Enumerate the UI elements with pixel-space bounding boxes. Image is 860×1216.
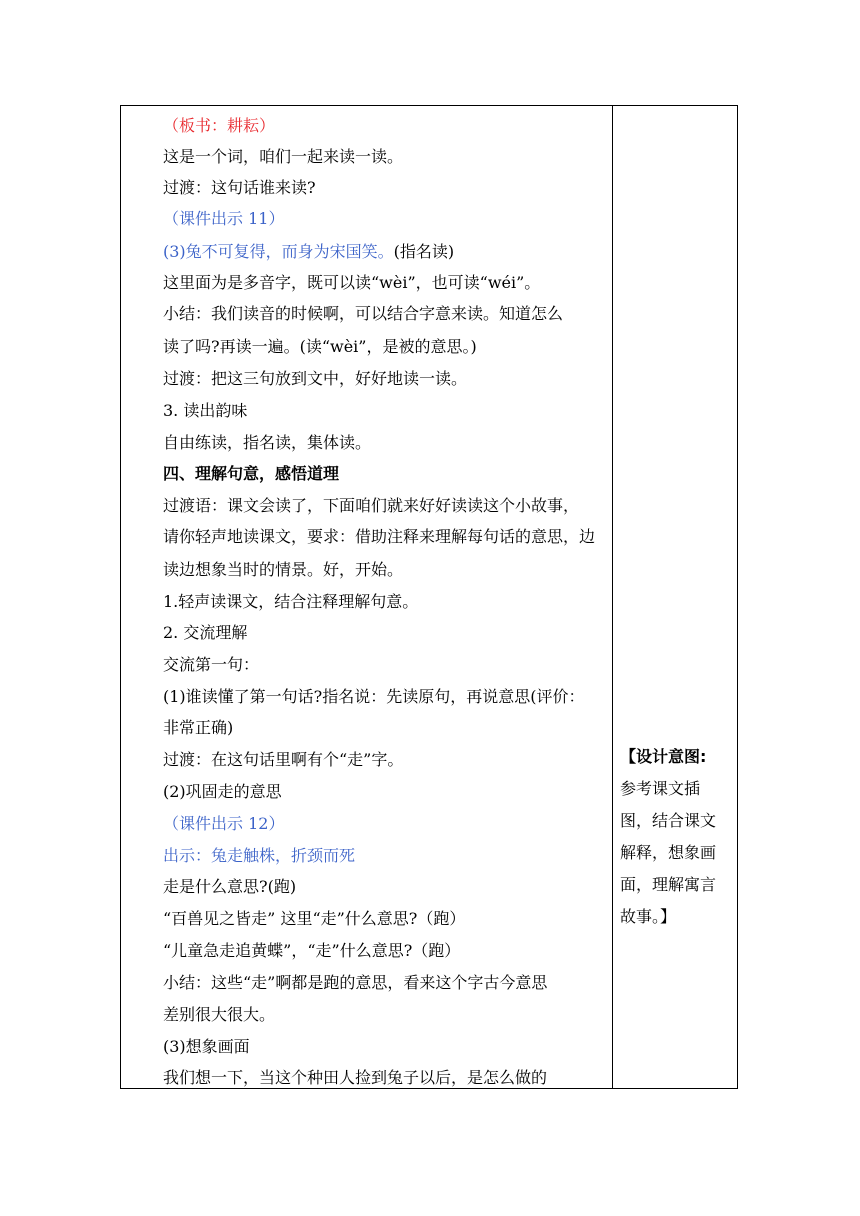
- text-line: 这是一个词，咱们一起来读一读。: [163, 147, 404, 166]
- text-line: [163, 241, 454, 263]
- text-line: 读了吗?再读一遍。(读“wèi”，是被的意思。): [163, 337, 477, 356]
- text-line: 小结：这些“走”啊都是跑的意思，看来这个字古今意思: [163, 973, 548, 992]
- text-line: 请你轻声地读课文，要求：借助注释来理解每句话的意思，边: [163, 527, 596, 546]
- design-intent-line: 图，结合课文: [620, 811, 717, 830]
- text-line: 差别很大很大。: [163, 1005, 276, 1024]
- text-line: (3)想象画面: [163, 1037, 250, 1056]
- text-line: 走是什么意思?(跑): [163, 877, 297, 896]
- quote-text: (3)兔不可复得，而身为宋国笑。: [163, 242, 394, 261]
- text-line: 过渡：把这三句放到文中，好好地读一读。: [163, 369, 468, 388]
- courseware-line: 出示：兔走触株，折颈而死: [163, 846, 356, 865]
- text-line: 过渡：在这句话里啊有个“走”字。: [163, 750, 404, 769]
- board-note-line: （板书：耕耘）: [163, 116, 276, 135]
- text-line: 3. 读出韵味: [163, 401, 248, 420]
- text-line: 2. 交流理解: [163, 623, 248, 642]
- text-line: 这里面为是多音字，既可以读“wèi”，也可读“wéi”。: [163, 273, 541, 292]
- design-intent-line: 面，理解寓言: [620, 875, 717, 894]
- text-line: 1.轻声读课文，结合注释理解句意。: [163, 592, 419, 611]
- text-line: 过渡：这句话谁来读?: [163, 178, 316, 197]
- text-line: 过渡语：课文会读了，下面咱们就来好好读读这个小故事，: [163, 496, 580, 515]
- text-line: 读边想象当时的情景。好，开始。: [163, 560, 404, 579]
- reading-note: (指名读): [393, 242, 455, 261]
- text-line: 交流第一句：: [163, 655, 260, 674]
- text-line: (2)巩固走的意思: [163, 782, 282, 801]
- courseware-line: （课件出示 11）: [163, 209, 285, 228]
- text-line: 小结：我们读音的时候啊，可以结合字意来读。知道怎么: [163, 304, 564, 323]
- design-intent-line: 参考课文插: [620, 779, 701, 798]
- courseware-line: （课件出示 12）: [163, 814, 285, 833]
- design-intent-line: 解释，想象画: [620, 843, 717, 862]
- column-divider: [612, 105, 613, 1089]
- section-heading: 四、理解句意，感悟道理: [163, 464, 340, 483]
- design-intent-title: 【设计意图:: [620, 747, 707, 766]
- text-line: (1)谁读懂了第一句话?指名说：先读原句，再说意思(评价：: [163, 687, 585, 706]
- text-line: 自由练读，指名读，集体读。: [163, 433, 372, 452]
- text-line: “百兽见之皆走” 这里“走”什么意思?（跑）: [163, 909, 466, 928]
- text-line: 非常正确): [163, 718, 234, 737]
- design-intent-line: 故事。】: [620, 907, 677, 926]
- text-line: “儿童急走追黄蝶”，“走”什么意思?（跑）: [163, 941, 461, 960]
- text-line: 我们想一下，当这个种田人捡到兔子以后，是怎么做的: [163, 1068, 548, 1087]
